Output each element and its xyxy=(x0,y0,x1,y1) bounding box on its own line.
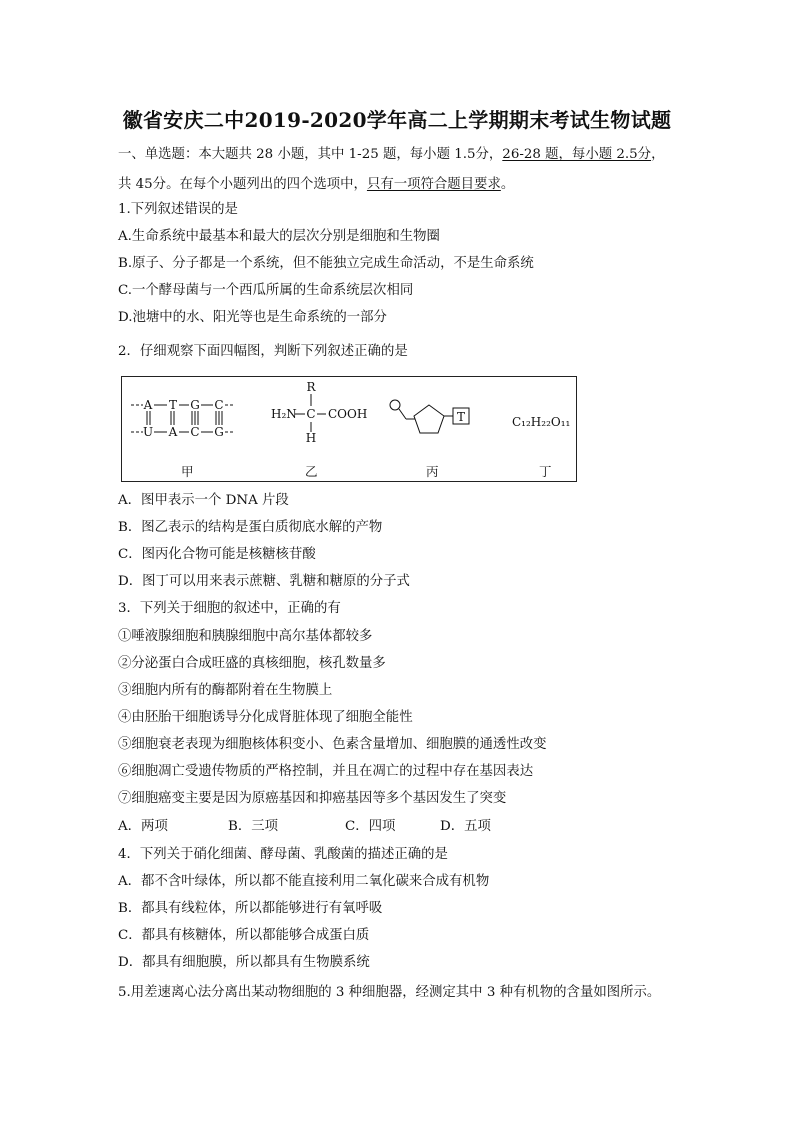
figure-label-bing: 丙 xyxy=(426,464,439,479)
q3-statement-5: ⑤细胞衰老表现为细胞核体积变小、色素含量增加、细胞膜的通透性改变 xyxy=(118,737,547,752)
yi-amino-group: H₂N xyxy=(271,407,297,421)
figure-label-ding: 丁 xyxy=(539,464,552,479)
instructions-line-2 xyxy=(118,176,514,194)
jia-bottom-base-4: G xyxy=(214,425,224,439)
q3-option-d[interactable]: D．五项 xyxy=(440,819,491,834)
q3-statement-1: ①唾液腺细胞和胰腺细胞中高尔基体都较多 xyxy=(118,629,373,644)
yi-carboxyl-group: COOH xyxy=(328,407,368,421)
q1-option-c[interactable]: C.一个酵母菌与一个西瓜所属的生命系统层次相同 xyxy=(118,283,414,298)
page-title: 徽省安庆二中2019-2020学年高二上学期期末考试生物试题 xyxy=(122,108,672,132)
q4-option-c[interactable]: C．都具有核糖体，所以都能够合成蛋白质 xyxy=(118,928,370,943)
instructions-underlined: 26-28 题，每小题 2.5分 xyxy=(502,147,652,162)
q4-option-b[interactable]: B．都具有线粒体，所以都能够进行有氧呼吸 xyxy=(118,901,383,916)
q3-statement-6: ⑥细胞凋亡受遗传物质的严格控制，并且在凋亡的过程中存在基因表达 xyxy=(118,764,534,779)
q2-option-d[interactable]: D．图丁可以用来表示蔗糖、乳糖和糖原的分子式 xyxy=(118,574,410,589)
bing-base-label: T xyxy=(456,410,466,424)
instructions-text: 共 45分。在每个小题列出的四个选项中， xyxy=(118,177,367,192)
jia-top-base-2: T xyxy=(168,398,178,412)
ding-formula: C₁₂H₂₂O₁₁ xyxy=(512,415,571,429)
q2-option-c[interactable]: C．图丙化合物可能是核糖核苷酸 xyxy=(118,547,316,562)
q2-option-a[interactable]: A．图甲表示一个 DNA 片段 xyxy=(118,493,289,508)
q2-stem: 2．仔细观察下面四幅图，判断下列叙述正确的是 xyxy=(118,344,408,359)
figure-label-yi: 乙 xyxy=(305,464,318,479)
q1-option-b[interactable]: B.原子、分子都是一个系统，但不能独立完成生命活动，不是生命系统 xyxy=(118,256,534,271)
jia-top-base-3: G xyxy=(190,398,200,412)
yi-central-carbon: C xyxy=(306,407,316,421)
q4-option-a[interactable]: A．都不含叶绿体，所以都不能直接利用二氧化碳来合成有机物 xyxy=(118,874,490,889)
instructions-text: 。 xyxy=(500,177,515,192)
q3-option-c[interactable]: C．四项 xyxy=(345,819,396,834)
instructions-line-1 xyxy=(118,146,664,164)
figure-label-jia: 甲 xyxy=(181,464,194,479)
q4-stem: 4．下列关于硝化细菌、酵母菌、乳酸菌的描述正确的是 xyxy=(118,847,448,862)
q3-statement-3: ③细胞内所有的酶都附着在生物膜上 xyxy=(118,683,333,698)
q3-statement-2: ②分泌蛋白合成旺盛的真核细胞，核孔数量多 xyxy=(118,656,386,671)
q3-statement-7: ⑦细胞癌变主要是因为原癌基因和抑癌基因等多个基因发生了突变 xyxy=(118,791,507,806)
q1-option-a[interactable]: A.生命系统中最基本和最大的层次分别是细胞和生物圈 xyxy=(118,229,440,244)
q4-option-d[interactable]: D．都具有细胞膜，所以都具有生物膜系统 xyxy=(118,955,370,970)
q3-option-b[interactable]: B．三项 xyxy=(228,819,279,834)
yi-hydrogen: H xyxy=(305,431,317,445)
q1-option-d[interactable]: D.池塘中的水、阳光等也是生命系统的一部分 xyxy=(118,310,387,325)
q3-statement-4: ④由胚胎干细胞诱导分化成肾脏体现了细胞全能性 xyxy=(118,710,413,725)
instructions-underlined: 只有一项符合题目要求 xyxy=(366,177,501,192)
yi-r-group: R xyxy=(306,380,316,394)
jia-top-base-4: C xyxy=(214,398,224,412)
q1-stem: 1.下列叙述错误的是 xyxy=(118,202,238,217)
jia-bottom-base-2: A xyxy=(168,425,178,439)
q3-option-a[interactable]: A．两项 xyxy=(118,819,168,834)
q2-option-b[interactable]: B．图乙表示的结构是蛋白质彻底水解的产物 xyxy=(118,520,383,535)
instructions-text: 一、单选题：本大题共 28 小题，其中 1-25 题，每小题 1.5分， xyxy=(118,147,503,162)
jia-top-base-1: A xyxy=(143,398,153,412)
jia-bottom-base-1: U xyxy=(142,425,154,439)
q3-stem: 3．下列关于细胞的叙述中，正确的有 xyxy=(118,601,341,616)
jia-bottom-base-3: C xyxy=(190,425,200,439)
q5-stem: 5.用差速离心法分离出某动物细胞的 3 种细胞器，经测定其中 3 种有机物的含量如图所示。 xyxy=(118,985,661,1000)
instructions-text: ， xyxy=(651,147,665,162)
